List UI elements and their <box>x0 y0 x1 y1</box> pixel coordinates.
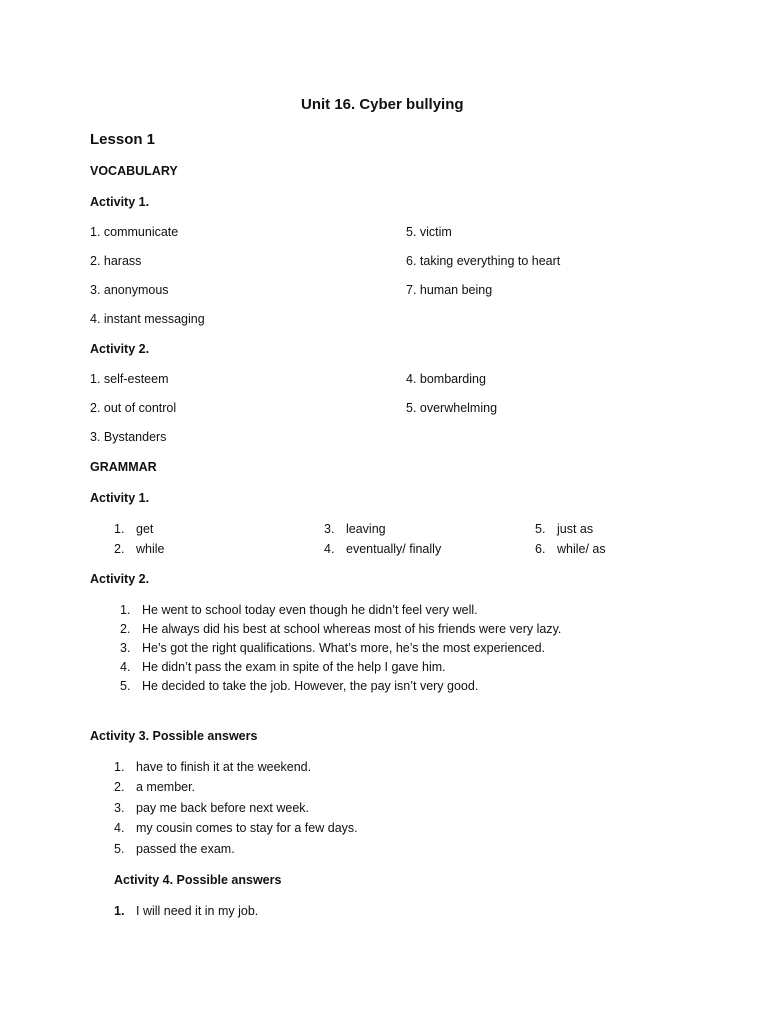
grammar-a2-item: 4. He didn’t pass the exam in spite of the help I gave him. <box>120 660 446 674</box>
grammar-a1-item: 2. while <box>114 542 165 556</box>
grammar-a1-item: 3. leaving <box>324 522 386 536</box>
vocabulary-heading: VOCABULARY <box>90 164 178 178</box>
vocab-a1-item: 2. harass <box>90 254 142 268</box>
grammar-a1-item: 1. get <box>114 522 154 536</box>
vocab-activity1-heading: Activity 1. <box>90 195 150 209</box>
vocab-a2-item: 3. Bystanders <box>90 430 167 444</box>
grammar-activity2-heading: Activity 2. <box>90 572 150 586</box>
grammar-a3-item: 1. have to finish it at the weekend. <box>114 760 312 774</box>
grammar-activity3-heading: Activity 3. Possible answers <box>90 729 258 743</box>
grammar-activity1-heading: Activity 1. <box>90 491 150 505</box>
vocab-a1-item: 5. victim <box>406 225 452 239</box>
grammar-a2-item: 3. He’s got the right qualifications. What’s more, he’s the most experienced. <box>120 641 545 655</box>
grammar-a3-item: 5. passed the exam. <box>114 842 235 856</box>
vocab-a1-item: 6. taking everything to heart <box>406 254 561 268</box>
grammar-a1-item: 5. just as <box>535 522 594 536</box>
grammar-a1-item: 4. eventually/ finally <box>324 542 442 556</box>
vocab-a2-item: 2. out of control <box>90 401 177 415</box>
grammar-heading: GRAMMAR <box>90 460 157 474</box>
grammar-a3-item: 4. my cousin comes to stay for a few days. <box>114 821 358 835</box>
vocab-a2-item: 4. bombarding <box>406 372 486 386</box>
vocab-a1-item: 7. human being <box>406 283 493 297</box>
page-title: Unit 16. Cyber bullying <box>301 96 464 113</box>
grammar-a2-item: 1. He went to school today even though he didn’t feel very well. <box>120 603 478 617</box>
grammar-a2-item: 2. He always did his best at school whereas most of his friends were very lazy. <box>120 622 562 636</box>
vocab-a1-item: 3. anonymous <box>90 283 169 297</box>
vocab-a1-item: 4. instant messaging <box>90 312 205 326</box>
grammar-a2-item: 5. He decided to take the job. However, the pay isn’t very good. <box>120 679 479 693</box>
vocab-a2-item: 1. self-esteem <box>90 372 169 386</box>
lesson-heading: Lesson 1 <box>90 131 156 148</box>
vocab-a2-item: 5. overwhelming <box>406 401 498 415</box>
grammar-a1-item: 6. while/ as <box>535 542 606 556</box>
grammar-a3-item: 2. a member. <box>114 780 196 794</box>
grammar-a3-item: 3. pay me back before next week. <box>114 801 310 815</box>
grammar-activity4-heading: Activity 4. Possible answers <box>114 873 282 887</box>
vocab-a1-item: 1. communicate <box>90 225 179 239</box>
grammar-a4-item: 1. I will need it in my job. <box>114 904 259 918</box>
vocab-activity2-heading: Activity 2. <box>90 342 150 356</box>
